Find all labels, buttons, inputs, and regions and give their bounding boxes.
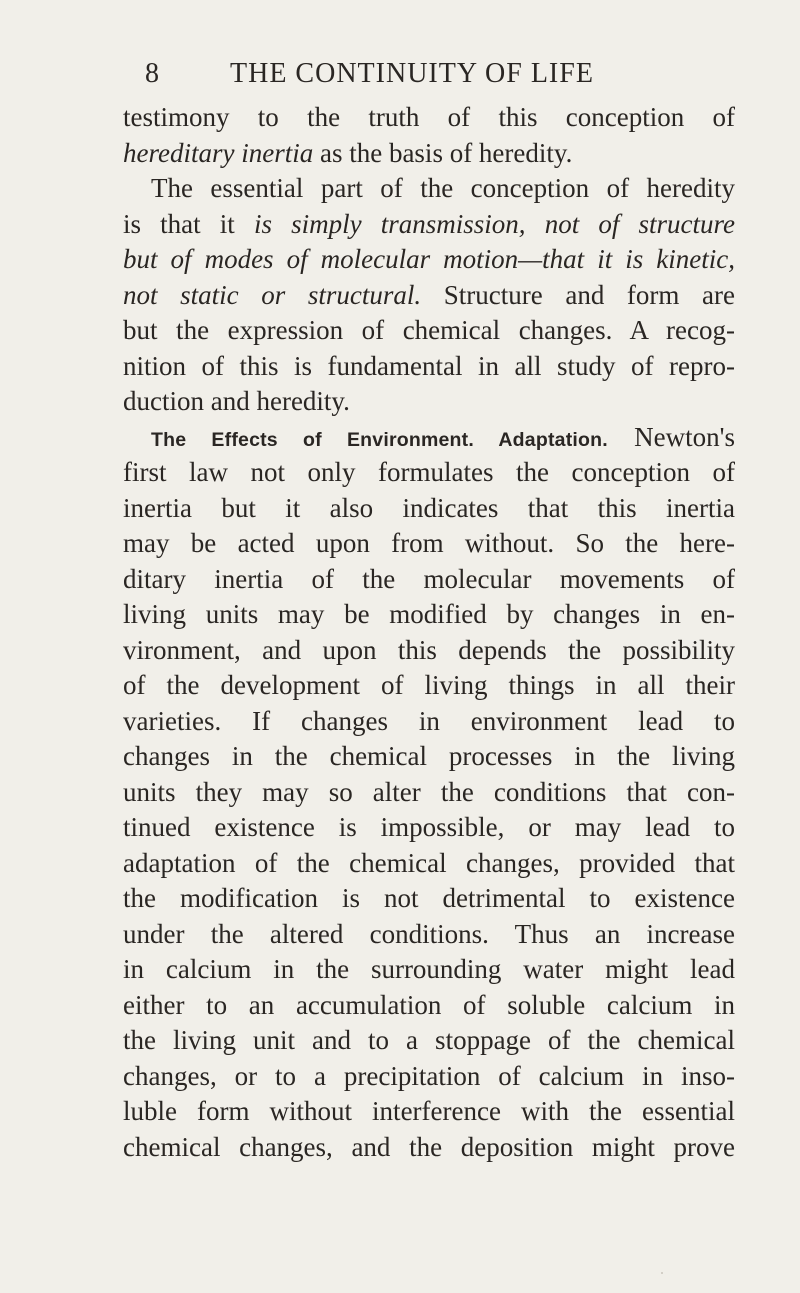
text-line: ditary inertia of the molecular movements of xyxy=(123,563,735,594)
text-line: changes, or to a precipitation of calcium in inso- xyxy=(123,1060,735,1091)
text-line: testimony to the truth of this conception of xyxy=(123,102,735,132)
page-number: 8 xyxy=(145,58,160,89)
text-line xyxy=(123,242,735,278)
running-header xyxy=(145,58,735,98)
text-line: inertia but it also indicates that this inertia xyxy=(123,492,735,523)
text-line: living units may be modified by changes in en- xyxy=(123,599,735,629)
text-line: adaptation of the chemical changes, provided that xyxy=(123,847,735,878)
text-line: of the development of living things in all their xyxy=(123,670,735,700)
italic-phrase: not static or structural. xyxy=(123,279,422,310)
text-line xyxy=(123,136,735,172)
text-line: the living unit and to a stoppage of the chemical xyxy=(123,1025,735,1055)
paper-speck xyxy=(661,1272,663,1274)
text-line xyxy=(123,278,735,314)
text-line: tinued existence is impossible, or may lead to xyxy=(123,812,735,842)
text-line: the modification is not detrimental to existence xyxy=(123,883,735,913)
italic-phrase: hereditary inertia xyxy=(123,137,314,168)
text-line: luble form without interference with the essential xyxy=(123,1096,735,1126)
running-title: THE CONTINUITY OF LIFE xyxy=(230,58,594,89)
text-line: may be acted upon from without. So the here- xyxy=(123,528,735,558)
text-line: in calcium in the surrounding water might lead xyxy=(123,954,735,984)
text-run: is that it xyxy=(123,208,254,239)
italic-phrase: is simply transmission, not of structure xyxy=(253,208,735,239)
text-line xyxy=(123,207,735,243)
text-line: under the altered conditions. Thus an increase xyxy=(123,918,735,949)
text-line: vironment, and upon this depends the possibility xyxy=(123,634,735,665)
text-line: changes in the chemical processes in the living xyxy=(123,741,735,771)
body-text xyxy=(123,100,735,1165)
text-run: as the basis of heredity. xyxy=(313,137,573,168)
text-line: nition of this is fundamental in all study of repro- xyxy=(123,350,735,381)
text-line: units they may so alter the conditions that con- xyxy=(123,776,735,807)
text-line: duction and heredity. xyxy=(123,386,350,416)
section-heading: The Effects of Environment. Adaptation. xyxy=(151,428,608,451)
italic-phrase: but of modes of molecular motion—that it is kinetic, xyxy=(123,244,735,274)
paragraph-first-line: The essential part of the conception of heredity xyxy=(151,173,735,203)
text-run: Structure and form are xyxy=(421,279,735,310)
text-line: varieties. If changes in environment lead to xyxy=(123,705,735,736)
text-run: Newton's xyxy=(607,421,735,452)
text-line: but the expression of chemical changes. A recog- xyxy=(123,315,735,345)
text-line: either to an accumulation of soluble calcium in xyxy=(123,989,735,1020)
section-heading-line xyxy=(123,420,735,456)
text-line: chemical changes, and the deposition might prove xyxy=(123,1131,735,1162)
text-line: first law not only formulates the conception of xyxy=(123,457,735,487)
